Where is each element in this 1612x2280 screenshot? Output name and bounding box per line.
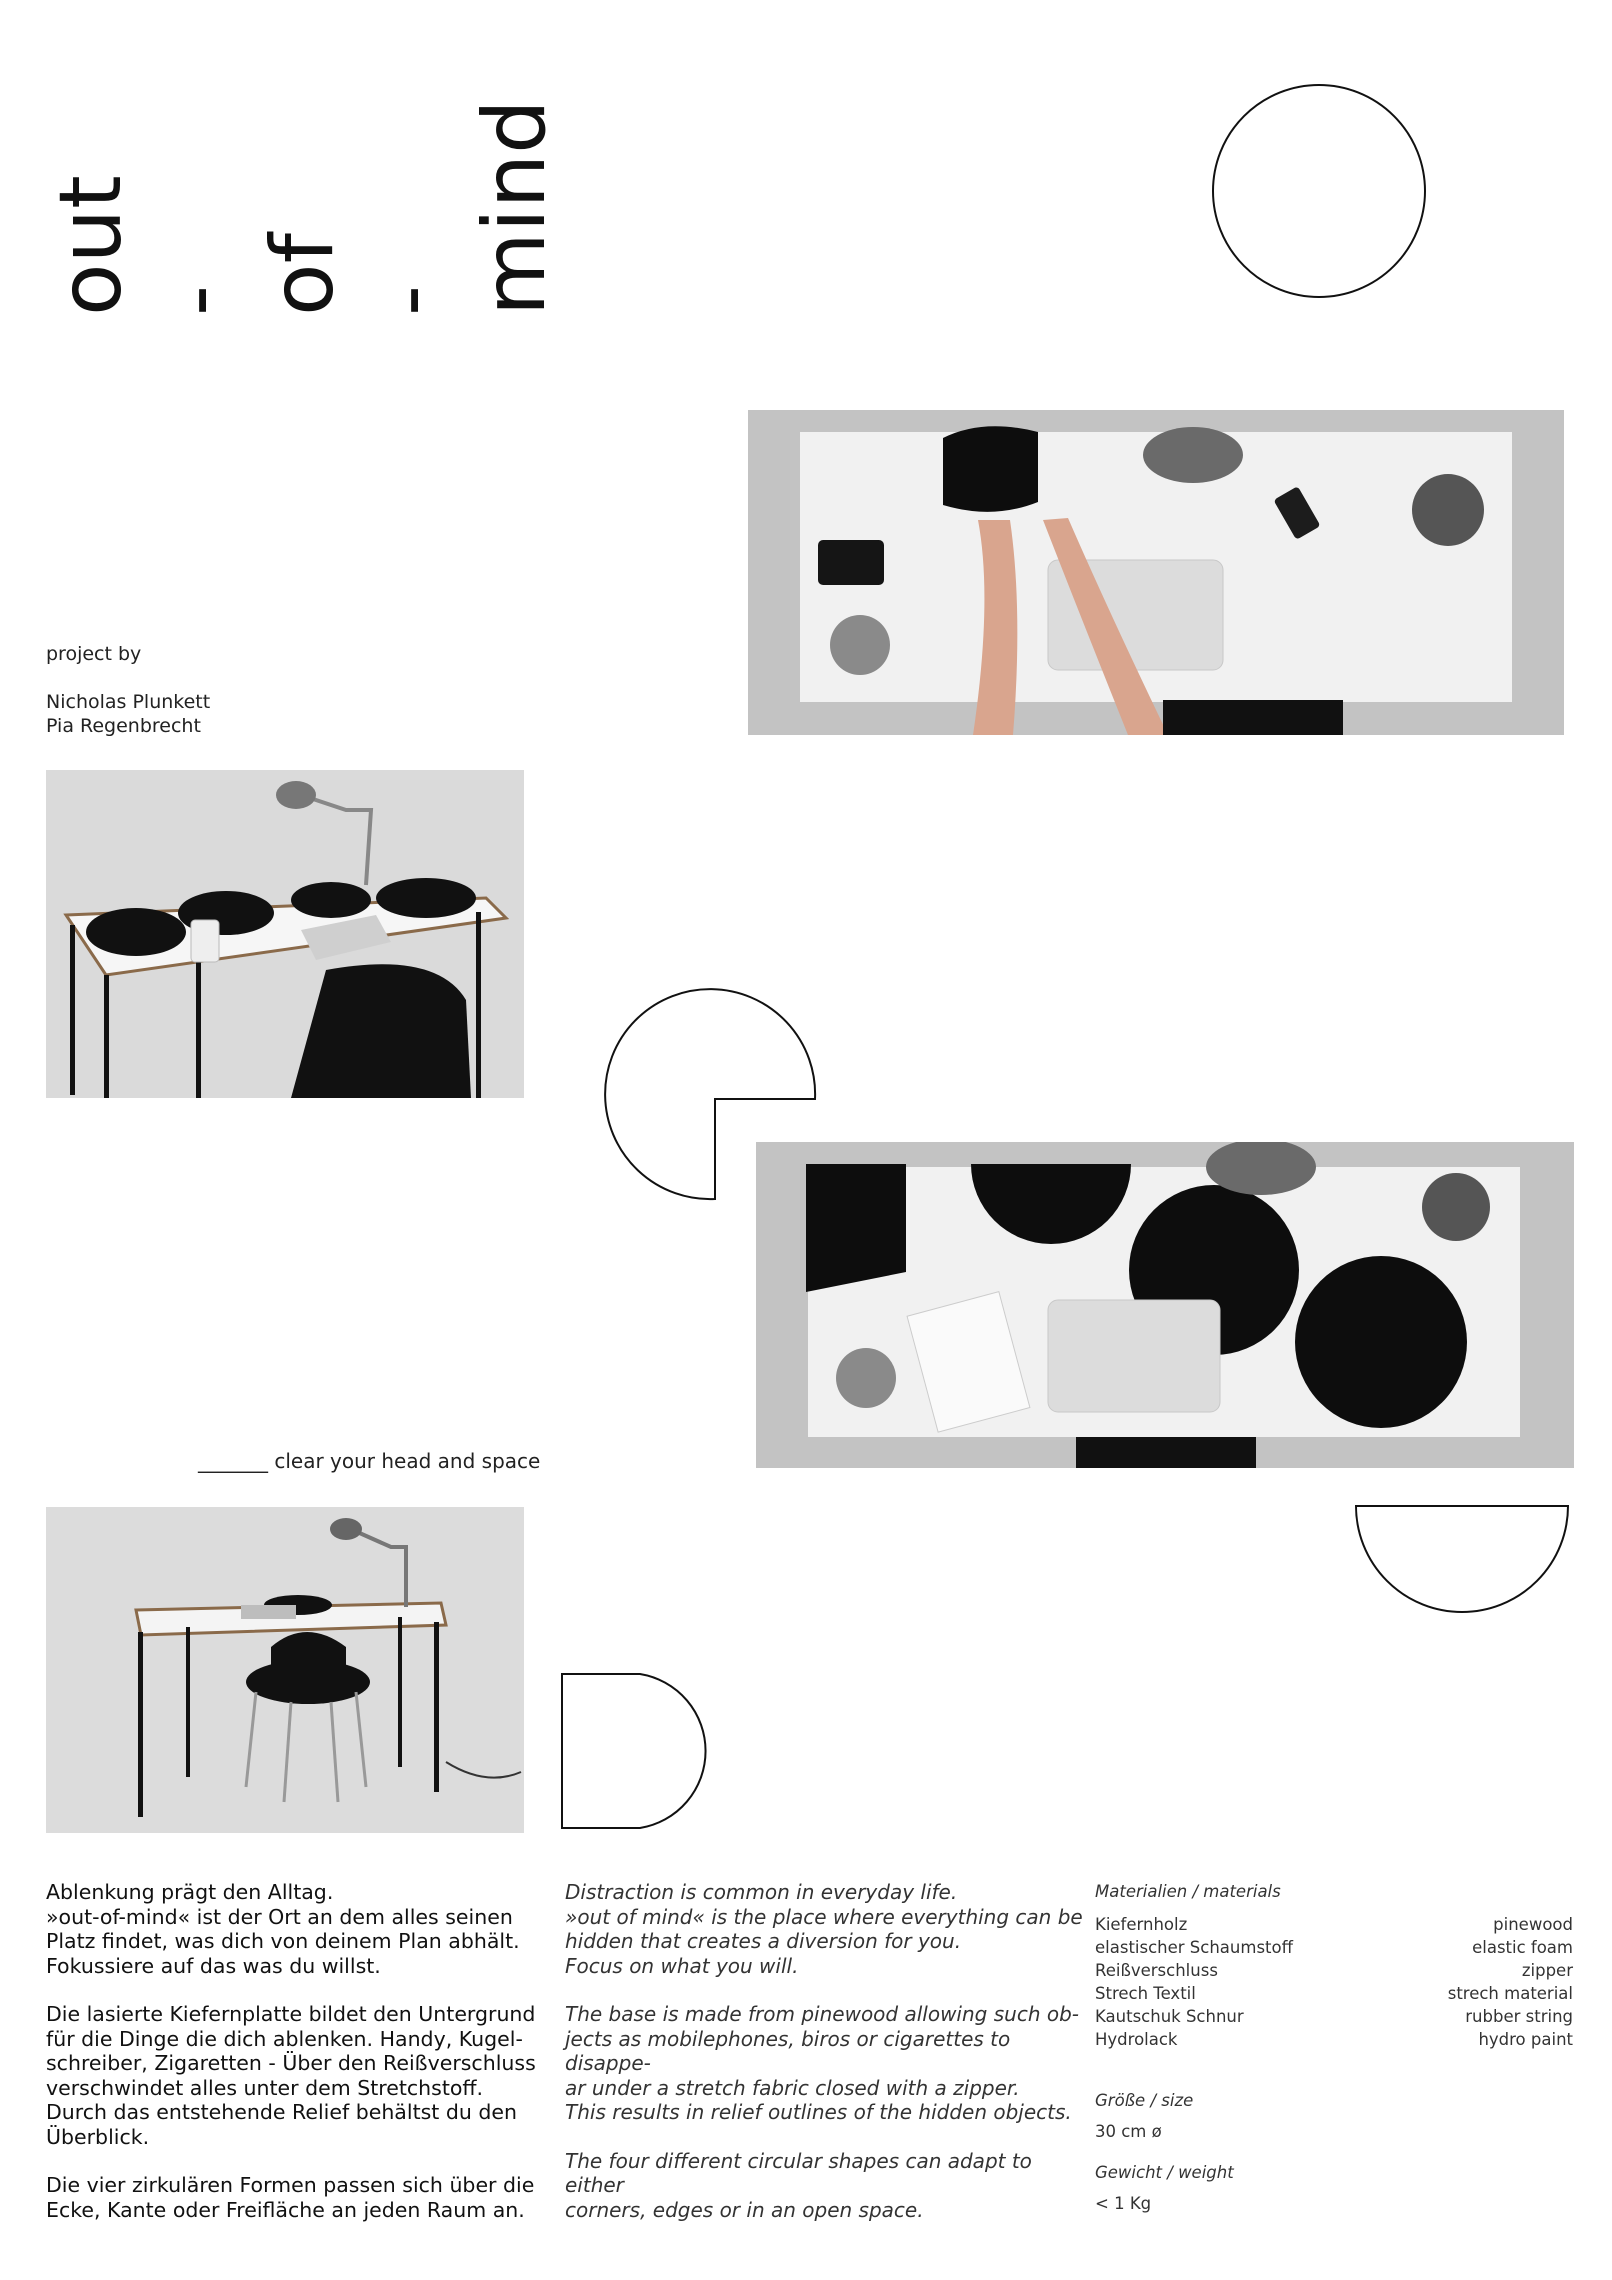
project-credits xyxy=(46,642,210,738)
full-circle-shape xyxy=(1210,82,1428,300)
size-value: 30 cm ø xyxy=(1095,2122,1162,2141)
de-p2-line-3: schreiber, Zigaretten - Über den Reißverschluss xyxy=(46,2051,536,2075)
material-en: zipper xyxy=(1521,1961,1573,1980)
german-paragraph-1 xyxy=(46,1880,536,1978)
material-de: Strech Textil xyxy=(1095,1984,1196,2003)
en-p1-line-1: Distraction is common in everyday life. xyxy=(565,1880,958,1904)
material-en: rubber string xyxy=(1465,2007,1573,2026)
text-column-english xyxy=(565,1880,1085,2246)
size-heading: Größe / size xyxy=(1095,2091,1194,2110)
de-p2-line-4: verschwindet alles unter dem Stretchstoff. xyxy=(46,2075,484,2100)
photo-desk-topdown-pads xyxy=(756,1142,1574,1468)
en-p3-line-2: corners, edges or in an open space. xyxy=(565,2197,924,2222)
de-p2-line-1: Die lasierte Kiefernplatte bildet den Untergrund xyxy=(46,2002,536,2026)
credit-name-2: Pia Regenbrecht xyxy=(46,715,201,737)
material-row xyxy=(1095,1959,1573,1982)
en-p2-line-1: The base is made from pinewood allowing such ob- xyxy=(565,2002,1079,2026)
de-p1-line-2: »out-of-mind« ist der Ort an dem alles seinen xyxy=(46,1904,513,1929)
text-column-german xyxy=(46,1880,536,2246)
material-en: hydro paint xyxy=(1478,2030,1573,2049)
credits-label: project by xyxy=(46,643,142,665)
title-dash-1: - xyxy=(147,284,247,316)
en-p1-line-2: »out of mind« is the place where everything can be xyxy=(565,1904,1083,1929)
de-p3-line-2: Ecke, Kante oder Freifläche an jeden Raum an. xyxy=(46,2197,525,2222)
en-p1-line-3: hidden that creates a diversion for you. xyxy=(565,1929,962,1953)
half-circle-shape xyxy=(1354,1504,1570,1638)
de-p1-line-4: Fokussiere auf das was du willst. xyxy=(46,1953,381,1978)
material-de: Kiefernholz xyxy=(1095,1915,1188,1934)
material-en: strech material xyxy=(1447,1984,1573,2003)
de-p2-line-6: Überblick. xyxy=(46,2124,150,2149)
de-p1-line-1: Ablenkung prägt den Alltag. xyxy=(46,1880,334,1904)
photo-desk-perspective xyxy=(46,770,524,1098)
en-p2-line-2: jects as mobilephones, biros or cigarettes to disappe- xyxy=(565,2026,1011,2075)
material-row xyxy=(1095,1982,1573,2005)
material-de: Hydrolack xyxy=(1095,2030,1178,2049)
english-paragraph-2 xyxy=(565,2002,1085,2125)
material-de: elastischer Schaumstoff xyxy=(1095,1938,1293,1957)
material-de: Reißverschluss xyxy=(1095,1961,1218,1980)
photo-desk-topdown-hands xyxy=(748,410,1564,735)
title-word-mind: mind xyxy=(465,99,565,316)
title-word-out: out xyxy=(41,175,141,316)
de-p2-line-5: Durch das entstehende Relief behältst du den xyxy=(46,2100,517,2124)
de-p3-line-1: Die vier zirkulären Formen passen sich über die xyxy=(46,2173,535,2197)
material-row xyxy=(1095,2028,1573,2051)
german-paragraph-3 xyxy=(46,2173,536,2222)
title-dash-2: - xyxy=(359,284,459,316)
material-row xyxy=(1095,1913,1573,1936)
materials-list xyxy=(1095,1913,1573,2051)
de-p2-line-2: für die Dinge die dich ablenken. Handy, Kugel- xyxy=(46,2026,523,2051)
english-paragraph-3 xyxy=(565,2149,1085,2223)
german-paragraph-2 xyxy=(46,2002,536,2149)
weight-value: < 1 Kg xyxy=(1095,2194,1152,2213)
en-p1-line-4: Focus on what you will. xyxy=(565,1953,799,1978)
material-row xyxy=(1095,1936,1573,1959)
material-de: Kautschuk Schnur xyxy=(1095,2007,1244,2026)
title-word-of: of xyxy=(253,233,353,316)
en-p2-line-3: ar under a stretch fabric closed with a zipper. xyxy=(565,2075,1020,2100)
material-en: elastic foam xyxy=(1472,1938,1573,1957)
en-p3-line-1: The four different circular shapes can adapt to either xyxy=(565,2148,1032,2197)
tagline: _______ clear your head and space xyxy=(198,1449,541,1473)
material-en: pinewood xyxy=(1493,1915,1573,1934)
english-paragraph-1 xyxy=(565,1880,1085,1978)
en-p2-line-4: This results in relief outlines of the hidden objects. xyxy=(565,2100,1072,2124)
credit-name-1: Nicholas Plunkett xyxy=(46,691,211,713)
material-row xyxy=(1095,2005,1573,2028)
materials-heading: Materialien / materials xyxy=(1095,1882,1281,1901)
quarter-circle-arc-overlay xyxy=(560,1672,720,1832)
weight-heading: Gewicht / weight xyxy=(1095,2163,1234,2182)
photo-desk-with-chair xyxy=(46,1507,524,1833)
de-p1-line-3: Platz findet, was dich von deinem Plan abhält. xyxy=(46,1929,520,1953)
specs-column xyxy=(1095,1882,1573,2213)
